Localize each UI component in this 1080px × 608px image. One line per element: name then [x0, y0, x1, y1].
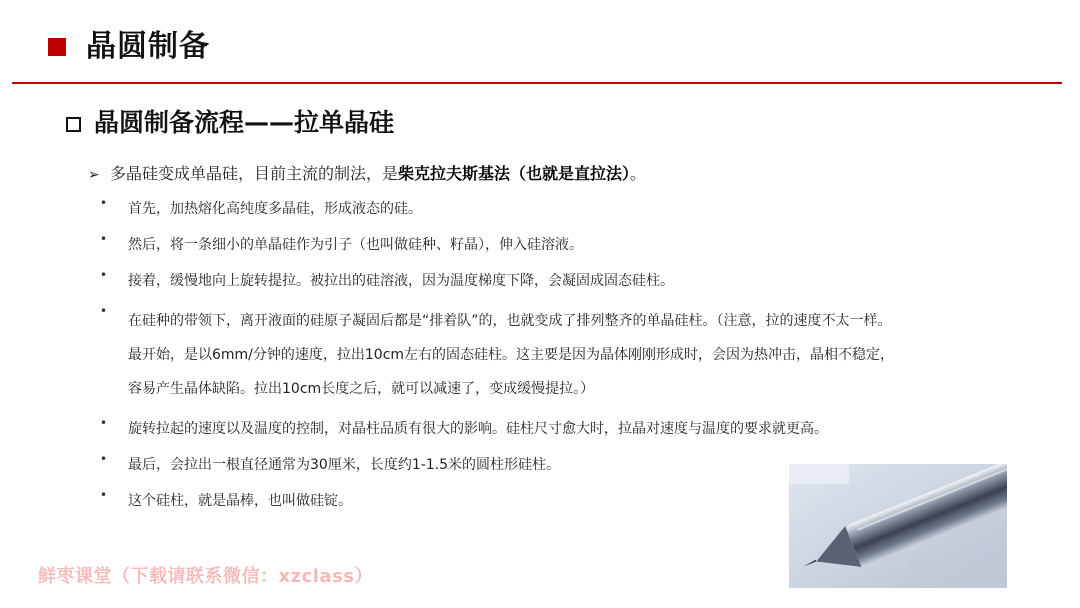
bullet-text: 在硅种的带领下，离开液面的硅原子凝固后都是“排着队”的，也就变成了排列整齐的单晶硅柱。（注意，拉的速度不太一样。 — [128, 313, 892, 329]
intro-line — [88, 162, 646, 187]
bullet-text: 最后，会拉出一根直径通常为30厘米，长度约1-1.5米的圆柱形硅柱。 — [128, 457, 561, 473]
bullet-dot-icon: • — [100, 452, 108, 466]
bullet-dot-icon: • — [100, 304, 108, 318]
bullet-item — [100, 268, 1000, 294]
bullet-dot-icon: • — [100, 416, 108, 430]
bullet-item — [100, 196, 1000, 222]
section-heading: 晶圆制备流程——拉单晶硅 — [94, 108, 395, 137]
silicon-ingot-illustration — [789, 464, 1007, 588]
intro-end: 。 — [630, 164, 647, 183]
bullet-dot-icon: • — [100, 268, 108, 282]
bullet-item — [100, 304, 1000, 406]
title-divider — [12, 82, 1062, 84]
bullet-text: 这个硅柱，就是晶棒，也叫做硅锭。 — [128, 493, 352, 509]
intro-bold-text: 柴克拉夫斯基法（也就是直拉法） — [398, 164, 631, 183]
bullet-dot-icon: • — [100, 196, 108, 210]
bullet-text: 最开始，是以6mm/分钟的速度，拉出10cm左右的固态硅柱。这主要是因为晶体刚刚形成时，会因为热冲击，晶相不稳定， — [128, 347, 895, 363]
bullet-dot-icon: • — [100, 232, 108, 246]
bullet-item — [100, 416, 1000, 442]
bullet-text: 然后，将一条细小的单晶硅作为引子（也叫做硅种、籽晶），伸入硅溶液。 — [128, 237, 583, 253]
title-square-icon — [48, 38, 66, 56]
page-title: 晶圆制备 — [86, 29, 210, 64]
bullet-text: 容易产生晶体缺陷。拉出10cm长度之后，就可以减速了，变成缓慢提拉。） — [128, 381, 595, 397]
silicon-ingot-photo — [789, 464, 1007, 588]
bullet-item — [100, 232, 1000, 258]
hollow-square-bullet-icon — [66, 117, 81, 132]
bullet-text: 旋转拉起的速度以及温度的控制，对晶柱品质有很大的影响。硅柱尺寸愈大时，拉晶对速度与温度的要求就更高。 — [128, 421, 828, 437]
intro-text: 多晶硅变成单晶硅，目前主流的制法，是 — [110, 164, 399, 183]
bullet-text: 接着，缓慢地向上旋转提拉。被拉出的硅溶液，因为温度梯度下降，会凝固成固态硅柱。 — [128, 273, 674, 289]
arrow-bullet-icon: ➢ — [88, 167, 100, 183]
watermark: 鲜枣课堂（下载请联系微信：xzclass） — [38, 566, 373, 587]
bullet-dot-icon: • — [100, 488, 108, 502]
bullet-text: 首先，加热熔化高纯度多晶硅，形成液态的硅。 — [128, 201, 422, 217]
